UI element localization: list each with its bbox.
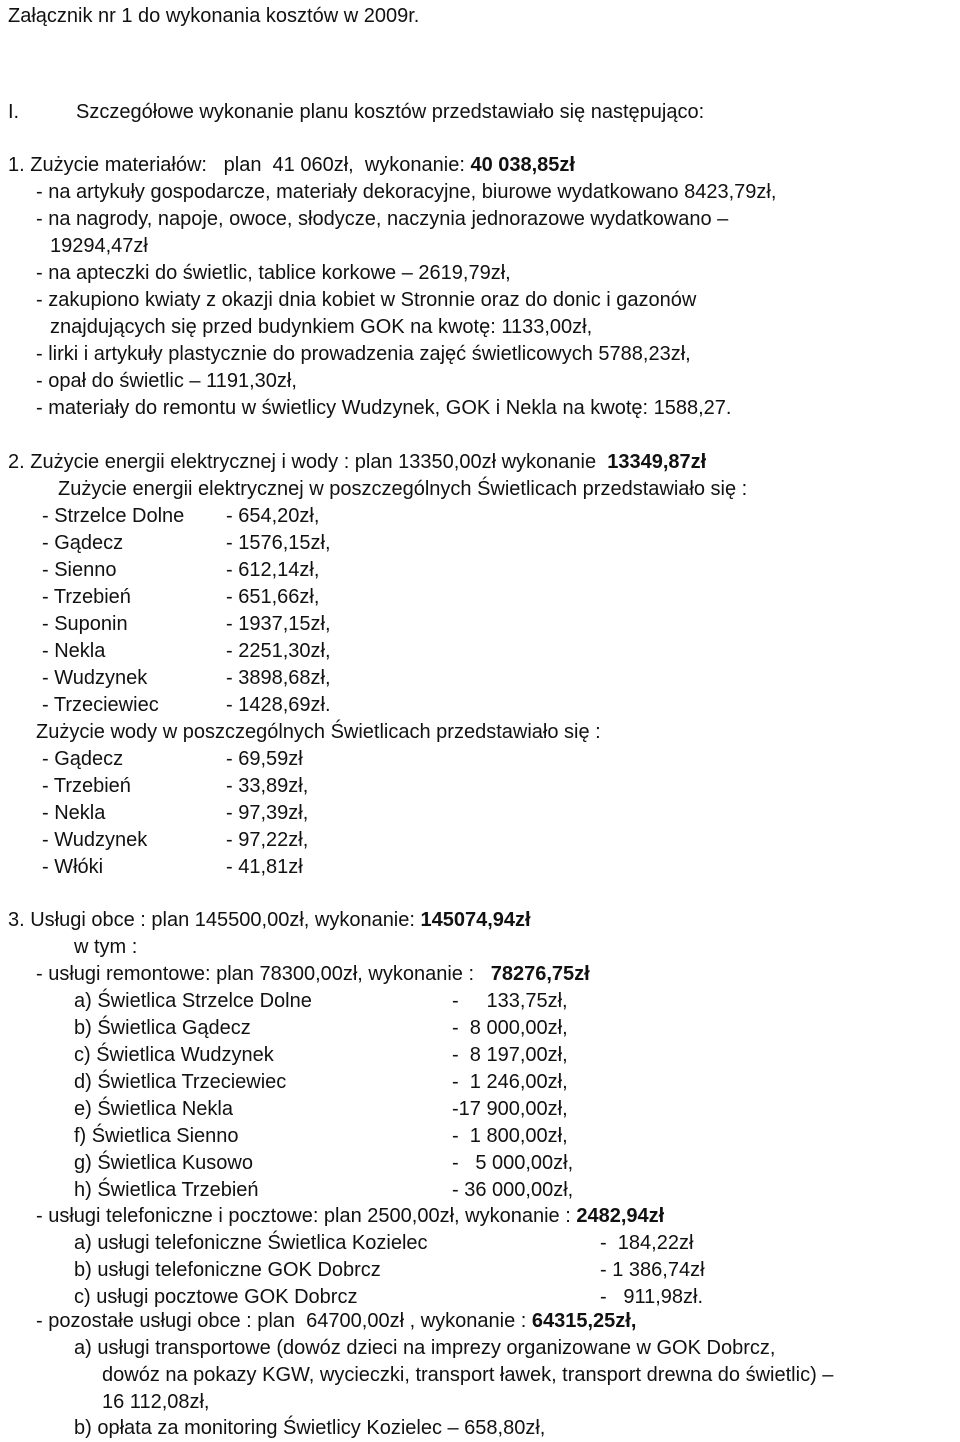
section-number: I. [8, 101, 20, 123]
other-line: 16 112,08zł, [102, 1391, 210, 1413]
repairs-heading-text: - usługi remontowe: plan 78300,00zł, wykonanie : [36, 963, 491, 985]
energy-name: - Wudzynek [42, 667, 148, 689]
s2-heading [8, 450, 706, 474]
water-intro: Zużycie wody w poszczególnych Świetlicach przedstawiało się : [36, 721, 601, 743]
energy-name: - Suponin [42, 613, 128, 635]
repair-item-name: f) Świetlica Sienno [74, 1125, 239, 1147]
water-name: - Trzebień [42, 775, 131, 797]
repair-item-amount: - 5 000,00zł, [452, 1152, 574, 1174]
telecom-item-name: c) usługi pocztowe GOK Dobrcz [74, 1286, 358, 1308]
other-line: dowóz na pokazy KGW, wycieczki, transport ławek, transport drewna do świetlic) – [102, 1364, 834, 1386]
energy-amount: - 1428,69zł. [226, 694, 331, 716]
repair-item-amount: - 8 000,00zł, [452, 1017, 568, 1039]
s1-line: znajdujących się przed budynkiem GOK na kwotę: 1133,00zł, [50, 316, 593, 338]
other-heading-text: - pozostałe usługi obce : plan 64700,00zł , wykonanie : [36, 1310, 532, 1332]
s3-heading-text: 3. Usługi obce : plan 145500,00zł, wykonanie: [8, 909, 421, 931]
energy-amount: - 612,14zł, [226, 559, 320, 581]
telecom-item-name: b) usługi telefoniczne GOK Dobrcz [74, 1259, 381, 1281]
repair-item-name: a) Świetlica Strzelce Dolne [74, 990, 312, 1012]
water-amount: - 97,39zł, [226, 802, 309, 824]
repair-item-name: e) Świetlica Nekla [74, 1098, 233, 1120]
repair-item-amount: - 1 800,00zł, [452, 1125, 568, 1147]
s3-heading [8, 908, 531, 932]
energy-amount: - 3898,68zł, [226, 667, 331, 689]
s1-heading-text: 1. Zużycie materiałów: plan 41 060zł, wykonanie: [8, 154, 471, 176]
s1-line: 19294,47zł [50, 235, 148, 257]
telecom-item-name: a) usługi telefoniczne Świetlica Kozielec [74, 1232, 428, 1254]
water-name: - Wudzynek [42, 829, 148, 851]
document-title: Załącznik nr 1 do wykonania kosztów w 2009r. [8, 5, 420, 27]
s1-line: - na artykuły gospodarcze, materiały dekoracyjne, biurowe wydatkowano 8423,79zł, [36, 181, 777, 203]
s1-line: - materiały do remontu w świetlicy Wudzynek, GOK i Nekla na kwotę: 1588,27. [36, 397, 732, 419]
s2-amount: 13349,87zł [607, 451, 707, 473]
energy-amount: - 654,20zł, [226, 505, 320, 527]
repair-item-amount: -17 900,00zł, [452, 1098, 568, 1120]
repair-item-name: h) Świetlica Trzebień [74, 1179, 259, 1201]
water-amount: - 69,59zł [226, 748, 303, 770]
energy-amount: - 1937,15zł, [226, 613, 331, 635]
s1-heading [8, 153, 575, 177]
water-amount: - 41,81zł [226, 856, 303, 878]
water-name: - Gądecz [42, 748, 124, 770]
s1-line: - na apteczki do świetlic, tablice korkowe – 2619,79zł, [36, 262, 511, 284]
telecom-amount: 2482,94zł [576, 1205, 665, 1227]
in-that-label: w tym : [74, 936, 138, 958]
s1-amount: 40 038,85zł [470, 154, 575, 176]
telecom-item-amount: - 911,98zł. [600, 1286, 704, 1308]
energy-amount: - 2251,30zł, [226, 640, 331, 662]
other-line: a) usługi transportowe (dowóz dzieci na imprezy organizowane w GOK Dobrcz, [74, 1337, 776, 1359]
water-name: - Włóki [42, 856, 104, 878]
energy-amount: - 651,66zł, [226, 586, 320, 608]
repairs-amount: 78276,75zł [490, 963, 590, 985]
repair-item-name: g) Świetlica Kusowo [74, 1152, 253, 1174]
water-name: - Nekla [42, 802, 106, 824]
section-heading: Szczegółowe wykonanie planu kosztów przedstawiało się następująco: [76, 101, 705, 123]
energy-name: - Sienno [42, 559, 117, 581]
telecom-heading [36, 1204, 664, 1228]
energy-name: - Trzeciewiec [42, 694, 159, 716]
water-amount: - 33,89zł, [226, 775, 309, 797]
repair-item-amount: - 8 197,00zł, [452, 1044, 568, 1066]
s1-line: - lirki i artykuły plastycznie do prowadzenia zajęć świetlicowych 5788,23zł, [36, 343, 691, 365]
telecom-item-amount: - 1 386,74zł [600, 1259, 705, 1281]
telecom-heading-text: - usługi telefoniczne i pocztowe: plan 2500,00zł, wykonanie : [36, 1205, 577, 1227]
s1-line: - opał do świetlic – 1191,30zł, [36, 370, 297, 392]
energy-name: - Gądecz [42, 532, 124, 554]
repair-item-amount: - 36 000,00zł, [452, 1179, 574, 1201]
other-line: b) opłata za monitoring Świetlicy Kozielec – 658,80zł, [74, 1417, 546, 1439]
repair-item-amount: - 1 246,00zł, [452, 1071, 568, 1093]
s3-amount: 145074,94zł [420, 909, 531, 931]
energy-intro: Zużycie energii elektrycznej w poszczególnych Świetlicach przedstawiało się : [58, 478, 748, 500]
other-amount: 64315,25zł, [531, 1310, 637, 1332]
repair-item-amount: - 133,75zł, [452, 990, 568, 1012]
s1-line: - zakupiono kwiaty z okazji dnia kobiet w Stronnie oraz do donic i gazonów [36, 289, 697, 311]
energy-amount: - 1576,15zł, [226, 532, 331, 554]
other-heading [36, 1309, 636, 1333]
repairs-heading [36, 962, 590, 986]
s2-heading-text: 2. Zużycie energii elektrycznej i wody : plan 13350,00zł wykonanie [8, 451, 608, 473]
telecom-item-amount: - 184,22zł [600, 1232, 694, 1254]
repair-item-name: b) Świetlica Gądecz [74, 1017, 251, 1039]
repair-item-name: d) Świetlica Trzeciewiec [74, 1071, 287, 1093]
energy-name: - Trzebień [42, 586, 131, 608]
water-amount: - 97,22zł, [226, 829, 309, 851]
repair-item-name: c) Świetlica Wudzynek [74, 1044, 274, 1066]
s1-line: - na nagrody, napoje, owoce, słodycze, naczynia jednorazowe wydatkowano – [36, 208, 729, 230]
energy-name: - Nekla [42, 640, 106, 662]
energy-name: - Strzelce Dolne [42, 505, 185, 527]
